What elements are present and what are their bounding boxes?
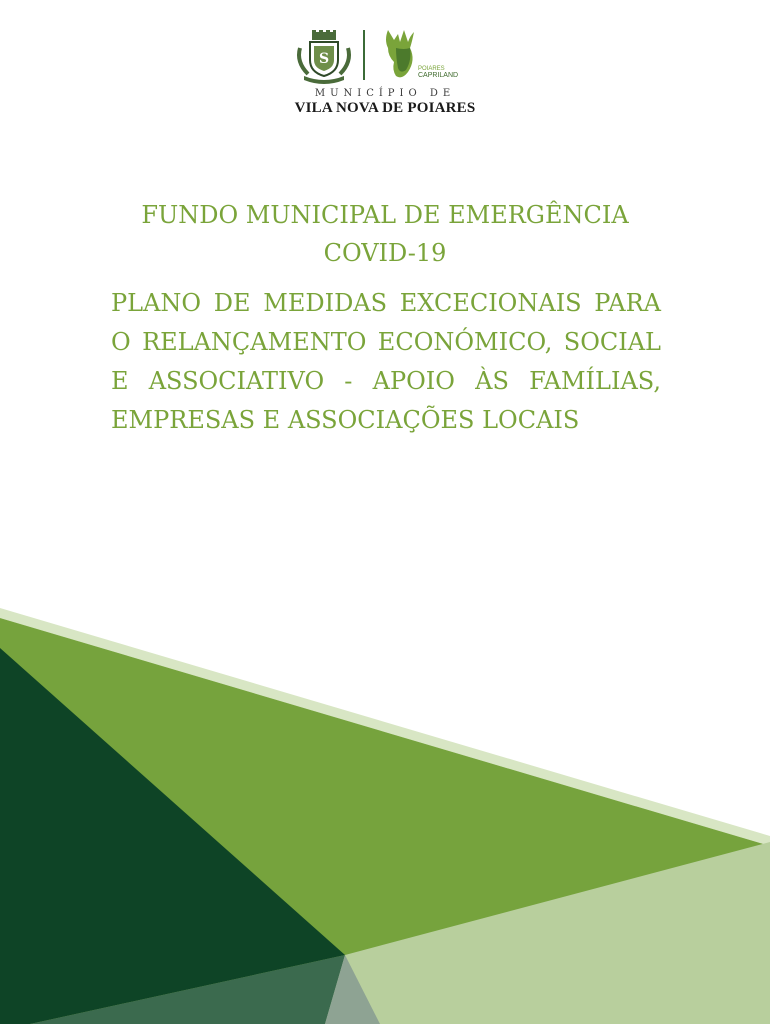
brand-logo-text-2: CAPRILAND [418, 72, 459, 79]
capriland-logo-icon [374, 26, 459, 84]
logo-divider [363, 30, 365, 80]
title-line-1: FUNDO MUNICIPAL DE EMERGÊNCIA [141, 201, 629, 229]
subtitle-line-3: E ASSOCIATIVO - APOIO ÀS FAMÍLIAS, [111, 367, 661, 395]
brand-logo-text-1: POIARES [418, 66, 445, 72]
municipality-name: VILA NOVA DE POIARES [294, 100, 476, 116]
subtitle-line-4: EMPRESAS E ASSOCIAÇÕES LOCAIS [111, 406, 580, 434]
document-subtitle [111, 284, 661, 440]
title-line-2: COVID-19 [323, 239, 447, 267]
document-title [0, 196, 770, 272]
municipio-label: MUNICÍPIO DE [314, 88, 456, 99]
header [0, 22, 770, 122]
svg-text:S: S [318, 51, 330, 67]
municipal-crest-icon [296, 30, 352, 84]
subtitle-line-2: O RELANÇAMENTO ECONÓMICO, SOCIAL [111, 328, 661, 356]
subtitle-line-1: PLANO DE MEDIDAS EXCECIONAIS PARA [111, 289, 661, 317]
